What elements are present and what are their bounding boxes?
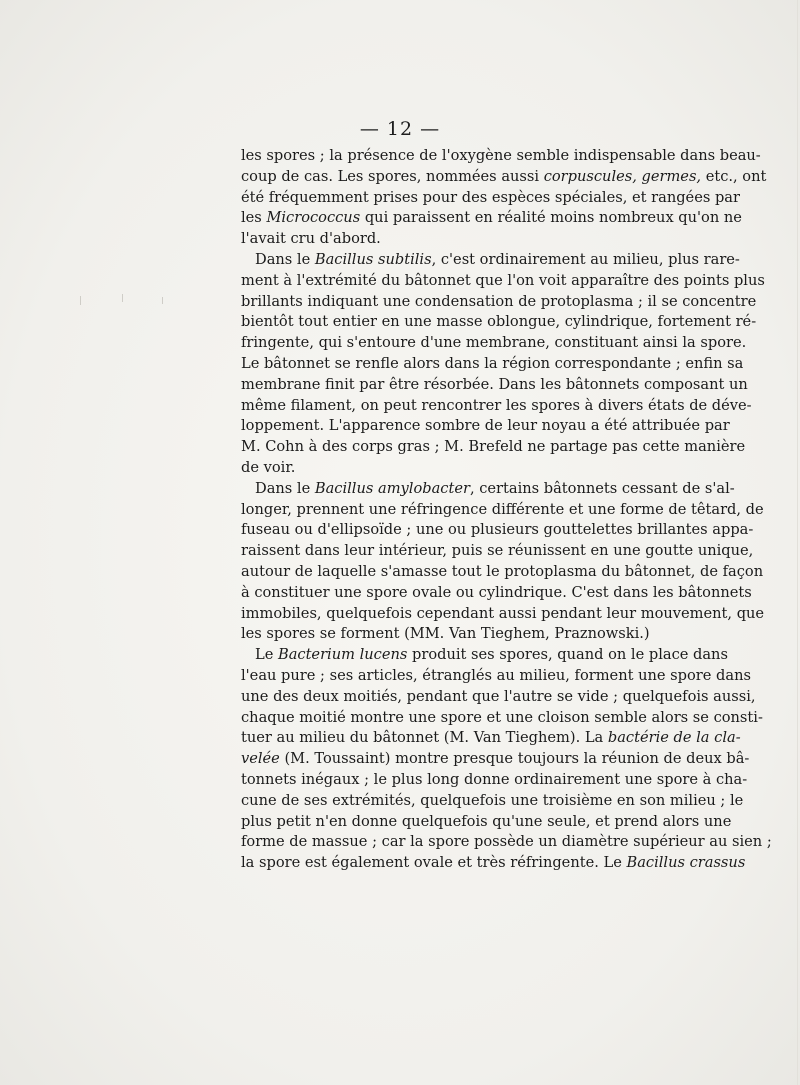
- text-line: [241, 853, 746, 874]
- text-line: [241, 167, 767, 188]
- text-line: [241, 645, 728, 666]
- text-line: [241, 354, 744, 375]
- text-line: [241, 396, 752, 417]
- text-run: forme de massue ; car la spore possède un diamètre supérieur au sien ;: [241, 833, 772, 851]
- text-run: brillants indiquant une condensation de protoplasma ; il se concentre: [241, 292, 757, 310]
- text-line: [241, 437, 746, 458]
- margin-mark: [162, 297, 163, 304]
- text-line: [241, 687, 756, 708]
- text-line: [241, 188, 740, 209]
- text-line: [241, 271, 765, 292]
- text-run: tonnets inégaux ; le plus long donne ordinairement une spore à cha-: [241, 770, 748, 788]
- text-run: chaque moitié montre une spore et une cloison semble alors se consti-: [241, 708, 763, 726]
- text-run: , certains bâtonnets cessant de s'al-: [469, 479, 735, 497]
- text-run: l'avait cru d'abord.: [241, 230, 381, 248]
- text-run: les: [241, 209, 267, 227]
- text-line: [241, 333, 747, 354]
- text-line: [241, 250, 740, 271]
- italic-text: Bacterium lucens: [277, 646, 408, 664]
- text-line: [241, 208, 742, 229]
- text-line: [241, 562, 764, 583]
- text-line: [241, 708, 763, 729]
- page-number: — 12 —: [359, 118, 441, 140]
- italic-text: corpuscules, germes,: [543, 167, 702, 185]
- text-line: [241, 791, 744, 812]
- text-line: [241, 666, 751, 687]
- text-line: [241, 583, 752, 604]
- text-run: fringente, qui s'entoure d'une membrane, constituant ainsi la spore.: [241, 334, 747, 352]
- text-run: à constituer une spore ovale ou cylindrique. C'est dans les bâtonnets: [241, 583, 752, 601]
- text-run: qui paraissent en réalité moins nombreux qu'on ne: [360, 209, 742, 227]
- text-line: [241, 812, 732, 833]
- italic-text: velée: [241, 750, 280, 768]
- text-line: [241, 416, 730, 437]
- text-line: [241, 624, 725, 645]
- text-run: produit ses spores, quand on le place dans: [407, 646, 728, 664]
- text-run: même filament, on peut rencontrer les spores à divers états de déve-: [241, 396, 752, 414]
- text-run: tuer au milieu du bâtonnet (M. Van Tieghem). La: [241, 729, 608, 747]
- text-line: [241, 541, 754, 562]
- text-line: [241, 458, 725, 479]
- italic-text: Micrococcus: [266, 209, 361, 227]
- text-run: M. Cohn à des corps gras ; M. Brefeld ne partage pas cette manière: [241, 438, 746, 456]
- text-run: l'eau pure ; ses articles, étranglés au milieu, forment une spore dans: [241, 666, 751, 684]
- text-run: (M. Toussaint) montre presque toujours la réunion de deux bâ-: [279, 750, 750, 768]
- text-line: [241, 728, 741, 749]
- text-run: une des deux moitiés, pendant que l'autre se vide ; quelquefois aussi,: [241, 687, 756, 705]
- italic-text: Bacillus subtilis: [314, 250, 432, 268]
- text-line: [241, 229, 725, 250]
- text-run: de voir.: [241, 458, 296, 476]
- text-line: [241, 146, 761, 167]
- text-run: fuseau ou d'ellipsoïde ; une ou plusieurs gouttelettes brillantes appa-: [241, 521, 754, 539]
- text-run: cune de ses extrémités, quelquefois une troisième en son milieu ; le: [241, 791, 744, 809]
- text-line: [241, 770, 748, 791]
- text-run: Le: [255, 646, 278, 664]
- text-run: bientôt tout entier en une masse oblongue, cylindrique, fortement ré-: [241, 313, 757, 331]
- text-line: [241, 749, 750, 770]
- text-run: immobiles, quelquefois cependant aussi pendant leur mouvement, que: [241, 604, 765, 622]
- text-line: [241, 292, 757, 313]
- margin-mark: [122, 294, 123, 302]
- body-text: [241, 146, 772, 874]
- text-line: [241, 500, 764, 521]
- text-run: la spore est également ovale et très réfringente. Le: [241, 854, 627, 872]
- text-run: Dans le: [255, 479, 315, 497]
- italic-text: bactérie de la cla-: [607, 729, 741, 747]
- margin-mark: [80, 296, 81, 305]
- text-run: autour de laquelle s'amasse tout le protoplasma du bâtonnet, de façon: [241, 562, 764, 580]
- text-run: raissent dans leur intérieur, puis se réunissent en une goutte unique,: [241, 542, 754, 560]
- text-run: été fréquemment prises pour des espèces spéciales, et rangées par: [241, 188, 740, 206]
- text-run: membrane finit par être résorbée. Dans les bâtonnets composant un: [241, 375, 748, 393]
- text-line: [241, 375, 748, 396]
- italic-text: Bacillus crassus: [626, 854, 746, 872]
- text-run: coup de cas. Les spores, nommées aussi: [241, 167, 544, 185]
- text-run: Le bâtonnet se renfle alors dans la région correspondante ; enfin sa: [241, 354, 744, 372]
- text-run: plus petit n'en donne quelquefois qu'une seule, et prend alors une: [241, 812, 732, 830]
- text-run: les spores ; la présence de l'oxygène semble indispensable dans beau-: [241, 147, 761, 164]
- text-run: loppement. L'apparence sombre de leur noyau a été attribuée par: [241, 417, 730, 435]
- text-run: etc., ont: [701, 167, 767, 185]
- text-line: [241, 479, 735, 500]
- margin-mark: [797, 0, 798, 1085]
- italic-text: Bacillus amylobacter: [314, 479, 470, 497]
- text-run: Dans le: [255, 250, 315, 268]
- text-line: [241, 604, 765, 625]
- text-line: [241, 832, 772, 853]
- text-run: ment à l'extrémité du bâtonnet que l'on voit apparaître des points plus: [241, 271, 765, 289]
- text-run: , c'est ordinairement au milieu, plus rare-: [431, 250, 740, 268]
- text-run: longer, prennent une réfringence différente et une forme de têtard, de: [241, 500, 764, 518]
- text-line: [241, 312, 757, 333]
- text-run: les spores se forment (MM. Van Tieghem, Praznowski.): [241, 625, 650, 643]
- text-line: [241, 520, 754, 541]
